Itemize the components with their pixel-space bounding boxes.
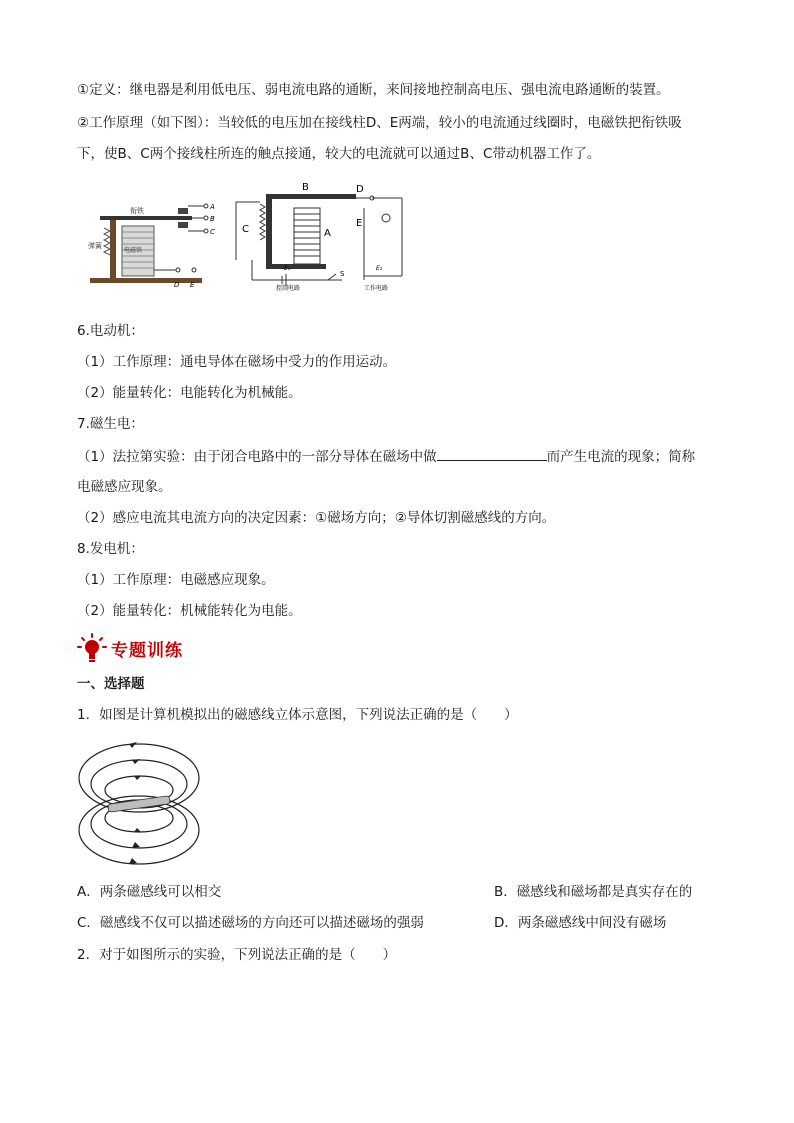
induction-item1-post: 而产生电流的现象；简称	[546, 449, 696, 465]
induction-item2: （2）感应电流其电流方向的决定因素：①磁场方向；②导体切割磁感线的方向。	[77, 510, 556, 526]
relay-diagram-left	[86, 198, 216, 290]
magnetic-field-figure	[74, 738, 204, 870]
right-label-s: S	[340, 270, 345, 278]
generator-item1: （1）工作原理：电磁感应现象。	[77, 572, 275, 588]
right-label-d: D	[356, 184, 364, 195]
q1-option-a[interactable]: A．两条磁感线可以相交	[77, 884, 222, 900]
right-label-e2: E₂	[376, 265, 383, 272]
right-label-a: A	[324, 228, 331, 239]
right-label-e1: E₁	[284, 265, 291, 272]
q1-option-c[interactable]: C．磁感线不仅可以描述磁场的方向还可以描述磁场的强弱	[77, 915, 424, 931]
right-label-e: E	[356, 218, 363, 229]
lightbulb-icon	[77, 633, 107, 663]
q1-option-b[interactable]: B．磁感线和磁场都是真实存在的	[494, 884, 693, 900]
induction-item1-line2: 电磁感应现象。	[77, 479, 172, 495]
left-label-e: E	[190, 281, 195, 289]
question-2: 2．对于如图所示的实验，下列说法正确的是（ ）	[77, 947, 397, 963]
training-title: 专题训练	[111, 640, 183, 661]
left-label-a: A	[210, 203, 215, 211]
fill-blank[interactable]	[437, 446, 547, 461]
induction-title: 7.磁生电：	[77, 416, 144, 432]
generator-title: 8.发电机：	[77, 541, 144, 557]
relay-diagram-right	[232, 180, 408, 292]
relay-definition: ①定义：继电器是利用低电压、弱电流电路的通断，来间接地控制高电压、强电流电路通断的装置。	[77, 82, 670, 98]
left-label-b: B	[210, 215, 215, 223]
right-label-b: B	[302, 182, 309, 193]
induction-item1-pre: （1）法拉第实验：由于闭合电路中的一部分导体在磁场中做	[77, 449, 437, 465]
left-label-d: D	[174, 281, 180, 289]
right-label-c: C	[242, 224, 249, 235]
training-header	[77, 632, 183, 664]
motor-item2: （2）能量转化：电能转化为机械能。	[77, 385, 302, 401]
q1-option-d[interactable]: D．两条磁感线中间没有磁场	[494, 915, 667, 931]
generator-item2: （2）能量转化：机械能转化为电能。	[77, 603, 302, 619]
relay-principle-line1: ②工作原理（如下图）：当较低的电压加在接线柱D、E两端，较小的电流通过线圈时，电磁铁把衔铁吸	[77, 115, 682, 131]
work-circuit-label: 工作电路	[364, 285, 389, 292]
electromagnet-label: 电磁铁	[124, 247, 143, 254]
control-circuit-label: 控制电路	[276, 285, 301, 292]
armature-label: 衔铁	[130, 207, 144, 215]
section-choice: 一、选择题	[77, 676, 145, 692]
motor-title: 6.电动机：	[77, 323, 144, 339]
induction-item1	[77, 446, 695, 467]
left-label-c: C	[210, 228, 215, 236]
spring-label: 弹簧	[88, 242, 102, 250]
motor-item1: （1）工作原理：通电导体在磁场中受力的作用运动。	[77, 354, 397, 370]
relay-principle-line2: 下，使B、C两个接线柱所连的触点接通，较大的电流就可以通过B、C带动机器工作了。	[77, 146, 601, 162]
question-1: 1．如图是计算机模拟出的磁感线立体示意图，下列说法正确的是（ ）	[77, 707, 518, 723]
